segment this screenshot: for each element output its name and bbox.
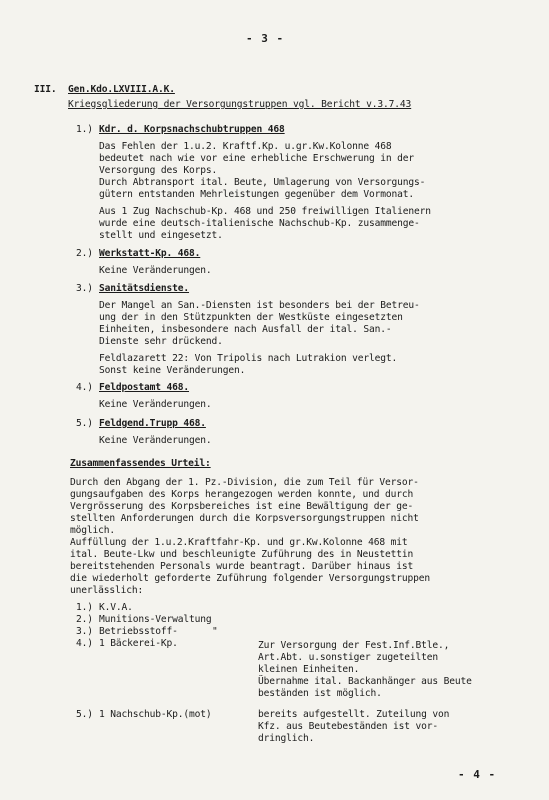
note-line: kleinen Einheiten. bbox=[258, 664, 360, 675]
section-number: 5.) bbox=[76, 418, 93, 429]
body-line: Keine Veränderungen. bbox=[99, 399, 212, 410]
section-title: Feldpostamt 468. bbox=[99, 382, 190, 393]
body-line: ung der in den Stützpunkten der Westküste eingesetzten bbox=[99, 312, 403, 323]
summary-line: Auffüllung der 1.u.2.Kraftfahr-Kp. und gr.Kw.Kolonne 468 mit bbox=[70, 537, 408, 548]
body-line: Aus 1 Zug Nachschub-Kp. 468 und 250 freiwilligen Italienern bbox=[99, 206, 431, 217]
requirement-number: 4.) bbox=[76, 638, 93, 649]
note-line: bereits aufgestellt. Zuteilung von bbox=[258, 709, 450, 720]
summary-line: bereitstehenden Personals wurde beantragt. Darüber hinaus ist bbox=[70, 561, 414, 572]
heading-title: Gen.Kdo.LXVIII.A.K. bbox=[68, 84, 175, 95]
ditto-mark: " bbox=[212, 626, 218, 637]
note-line: Zur Versorgung der Fest.Inf.Btle., bbox=[258, 640, 450, 651]
requirement-number: 5.) bbox=[76, 709, 93, 720]
body-line: Durch Abtransport ital. Beute, Umlagerung von Versorgungs- bbox=[99, 177, 426, 188]
note-line: Art.Abt. u.sonstiger zugeteilten bbox=[258, 652, 439, 663]
note-line: Kfz. aus Beutebeständen ist vor- bbox=[258, 721, 439, 732]
requirement-number: 1.) bbox=[76, 602, 93, 613]
requirement-item: Munitions-Verwaltung bbox=[99, 614, 212, 625]
requirement-item: K.V.A. bbox=[99, 602, 133, 613]
note-line: beständen ist möglich. bbox=[258, 688, 382, 699]
summary-line: unerlässlich: bbox=[70, 585, 144, 596]
summary-line: die wiederholt geforderte Zuführung folgender Versorgungstruppen bbox=[70, 573, 431, 584]
body-line: Versorgung des Korps. bbox=[99, 165, 218, 176]
summary-line: Vergrösserung des Korpsbereiches ist eine Bewältigung der ge- bbox=[70, 501, 414, 512]
requirement-number: 3.) bbox=[76, 626, 93, 637]
section-title: Werkstatt-Kp. 468. bbox=[99, 248, 201, 259]
summary-line: gungsaufgaben des Korps herangezogen werden konnte, und durch bbox=[70, 489, 414, 500]
page-number-bottom: - 4 - bbox=[458, 768, 497, 781]
section-title: Feldgend.Trupp 468. bbox=[99, 418, 206, 429]
section-title: Sanitätsdienste. bbox=[99, 283, 190, 294]
requirement-item: 1 Nachschub-Kp.(mot) bbox=[99, 709, 212, 720]
section-number: 3.) bbox=[76, 283, 93, 294]
section-number: 1.) bbox=[76, 124, 93, 135]
body-line: Einheiten, insbesondere nach Ausfall der ital. San.- bbox=[99, 324, 392, 335]
heading-subtitle: Kriegsgliederung der Versorgungstruppen vgl. Bericht v.3.7.43 bbox=[68, 99, 412, 110]
summary-line: Durch den Abgang der 1. Pz.-Division, die zum Teil für Versor- bbox=[70, 477, 419, 488]
section-title: Kdr. d. Korpsnachschubtruppen 468 bbox=[99, 124, 285, 135]
body-line: gütern entstanden Mehrleistungen gegenüber dem Vormonat. bbox=[99, 189, 415, 200]
heading-numeral: III. bbox=[34, 84, 57, 95]
section-number: 4.) bbox=[76, 382, 93, 393]
body-line: Feldlazarett 22: Von Tripolis nach Lutrakion verlegt. bbox=[99, 353, 398, 364]
summary-title: Zusammenfassendes Urteil: bbox=[70, 458, 211, 469]
body-line: Das Fehlen der 1.u.2. Kraftf.Kp. u.gr.Kw.Kolonne 468 bbox=[99, 141, 392, 152]
note-line: dringlich. bbox=[258, 733, 315, 744]
requirement-item: Betriebsstoff- bbox=[99, 626, 178, 637]
summary-line: stellten Anforderungen durch die Korpsversorgungstruppen nicht bbox=[70, 513, 419, 524]
section-number: 2.) bbox=[76, 248, 93, 259]
body-line: stellt und eingesetzt. bbox=[99, 230, 223, 241]
body-line: Der Mangel an San.-Diensten ist besonders bei der Betreu- bbox=[99, 300, 420, 311]
page-number-top: - 3 - bbox=[246, 32, 285, 45]
requirement-number: 2.) bbox=[76, 614, 93, 625]
requirement-item: 1 Bäckerei-Kp. bbox=[99, 638, 178, 649]
note-line: Übernahme ital. Backanhänger aus Beute bbox=[258, 676, 472, 687]
body-line: Dienste sehr drückend. bbox=[99, 336, 223, 347]
body-line: Sonst keine Veränderungen. bbox=[99, 365, 246, 376]
summary-line: ital. Beute-Lkw und beschleunigte Zuführung des in Neustettin bbox=[70, 549, 414, 560]
body-line: wurde eine deutsch-italienische Nachschub-Kp. zusammenge- bbox=[99, 218, 420, 229]
body-line: Keine Veränderungen. bbox=[99, 435, 212, 446]
body-line: bedeutet nach wie vor eine erhebliche Erschwerung in der bbox=[99, 153, 415, 164]
body-line: Keine Veränderungen. bbox=[99, 265, 212, 276]
summary-line: möglich. bbox=[70, 525, 116, 536]
